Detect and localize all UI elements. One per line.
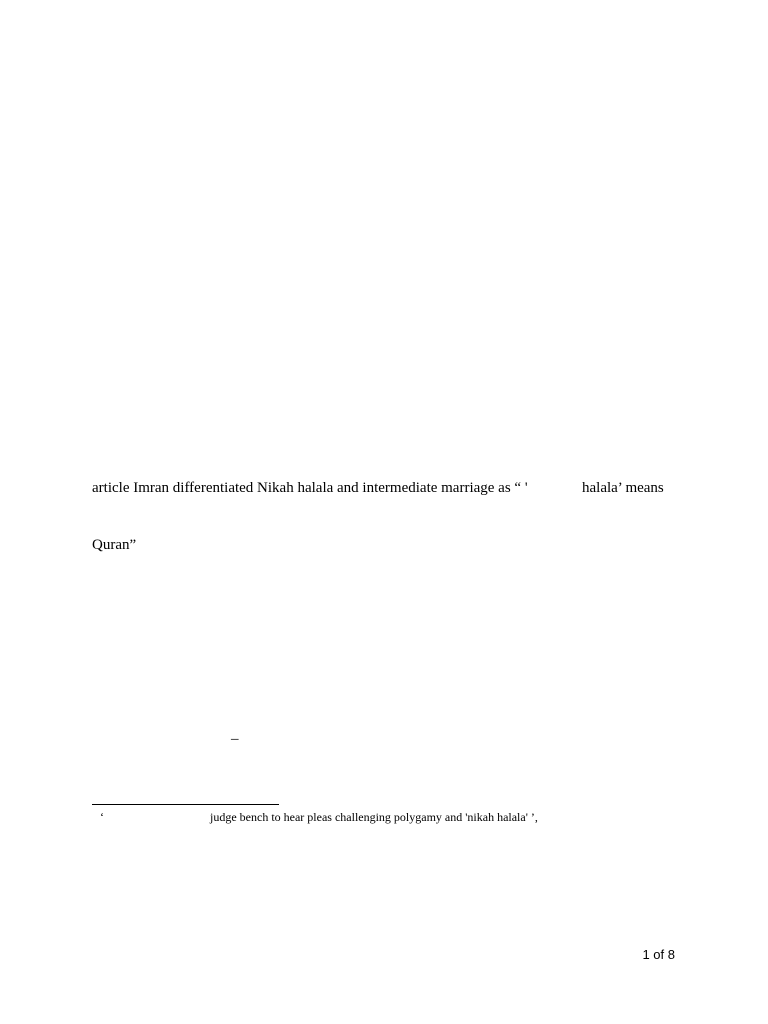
body-text-segment-left: article Imran differentiated Nikah halala and intermediate marriage as “ ' [92, 480, 528, 496]
page-indicator: 1 of 8 [642, 947, 675, 962]
body-dash: – [231, 731, 239, 747]
footnote-text: judge bench to hear pleas challenging polygamy and 'nikah halala' ’, [210, 810, 538, 824]
body-text-line-2: Quran” [92, 537, 137, 553]
footnote-mark: ‘ [100, 810, 104, 824]
footnote-separator [92, 804, 279, 805]
body-text-line-1 [0, 479, 768, 497]
body-text-segment-right: halala’ means [582, 480, 664, 496]
